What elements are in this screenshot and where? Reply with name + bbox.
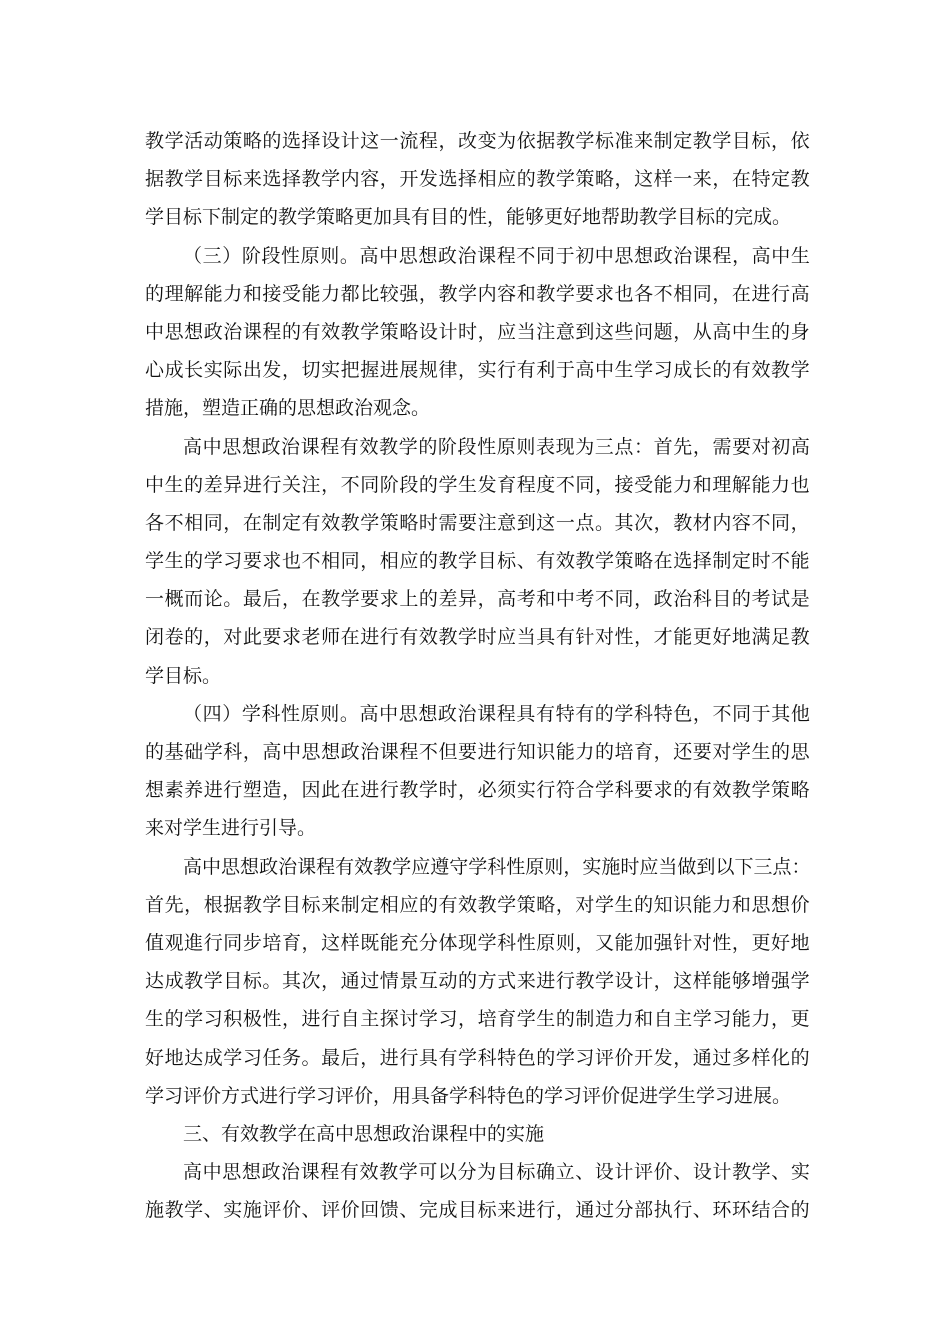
text-line: 生 的 学 习 积 极 性 ， 进 行 自 主 探 讨 学 习 ， 培 育 学 生 的 制 造 力 和 自 主 学 习 能 力 ， 更: [145, 1008, 810, 1031]
text-line: 三、有效教学在高中思想政治课程中的实施: [183, 1122, 545, 1145]
text-line: 来对学生进行引导。: [145, 817, 317, 840]
text-line: 措施，塑造正确的思想政治观念。: [145, 397, 431, 420]
text-line: 学目标下制定的教学策略更加具有目的性，能够更好地帮助教学目标的完成。: [145, 206, 792, 229]
text-line: 学 生 的 学 习 要 求 也 不 相 同 ， 相 应 的 教 学 目 标 、 有 效 教 学 策 略 在 选 择 制 定 时 不 能: [145, 550, 810, 573]
text-line: 的 理 解 能 力 和 接 受 能 力 都 比 较 强 ， 教 学 内 容 和 教 学 要 求 也 各 不 相 同 ， 在 进 行 高: [145, 282, 810, 305]
document-body: [145, 122, 810, 1229]
text-line: 高 中 思 想 政 治 课 程 有 效 教 学 的 阶 段 性 原 则 表 现 为 三 点 ： 首 先 ， 需 要 对 初 高: [183, 435, 810, 458]
text-line: 想 素 养 进 行 塑 造 ， 因 此 在 进 行 教 学 时 ， 必 须 实 行 符 合 学 科 要 求 的 有 效 教 学 策 略: [145, 779, 810, 802]
text-line: 各 不 相 同 ， 在 制 定 有 效 教 学 策 略 时 需 要 注 意 到 这 一 点 。 其 次 ， 教 材 内 容 不 同 ，: [145, 511, 810, 534]
text-line: 中 思 想 政 治 课 程 的 有 效 教 学 策 略 设 计 时 ， 应 当 注 意 到 这 些 问 题 ， 从 高 中 生 的 身: [145, 320, 810, 343]
text-line: 达 成 教 学 目 标 。 其 次 ， 通 过 情 景 互 动 的 方 式 来 进 行 教 学 设 计 ， 这 样 能 够 增 强 学: [145, 970, 810, 993]
text-line: 高 中 思 想 政 治 课 程 有 效 教 学 应 遵 守 学 科 性 原 则 ， 实 施 时 应 当 做 到 以 下 三 点 ：: [183, 855, 811, 878]
text-line: 中 生 的 差 异 进 行 关 注 ， 不 同 阶 段 的 学 生 发 育 程 度 不 同 ， 接 受 能 力 和 理 解 能 力 也: [145, 473, 810, 496]
text-line: 一 概 而 论 。 最 后 ， 在 教 学 要 求 上 的 差 异 ， 高 考 和 中 考 不 同 ， 政 治 科 目 的 考 试 是: [145, 588, 810, 611]
text-line: 的 基 础 学 科 ， 高 中 思 想 政 治 课 程 不 但 要 进 行 知 识 能 力 的 培 育 ， 还 要 对 学 生 的 思: [145, 741, 810, 763]
text-line: （ 三 ） 阶 段 性 原 则 。 高 中 思 想 政 治 课 程 不 同 于 初 中 思 想 政 治 课 程 ， 高 中 生: [183, 244, 810, 267]
text-line: 好 地 达 成 学 习 任 务 。 最 后 ， 进 行 具 有 学 科 特 色 的 学 习 评 价 开 发 ， 通 过 多 样 化 的: [145, 1046, 810, 1069]
text-line: 学目标。: [145, 664, 222, 687]
text-line: （ 四 ） 学 科 性 原 则 。 高 中 思 想 政 治 课 程 具 有 特 有 的 学 科 特 色 ， 不 同 于 其 他: [183, 702, 810, 725]
text-line: 闭 卷 的 ， 对 此 要 求 老 师 在 进 行 有 效 教 学 时 应 当 具 有 针 对 性 ， 才 能 更 好 地 满 足 教: [145, 626, 810, 649]
text-line: 据 教 学 目 标 来 选 择 教 学 内 容 ， 开 发 选 择 相 应 的 教 学 策 略 ， 这 样 一 来 ， 在 特 定 教: [145, 168, 810, 191]
text-line: 首 先 ， 根 据 教 学 目 标 来 制 定 相 应 的 有 效 教 学 策 略 ， 对 学 生 的 知 识 能 力 和 思 想 价: [145, 893, 810, 916]
text-line: 高 中 思 想 政 治 课 程 有 效 教 学 可 以 分 为 目 标 确 立 、 设 计 评 价 、 设 计 教 学 、 实: [183, 1161, 810, 1184]
text-line: 施 教 学 、 实 施 评 价 、 评 价 回 馈 、 完 成 目 标 来 进 行 ， 通 过 分 部 执 行 、 环 环 结 合 的: [145, 1199, 810, 1222]
text-line: 心 成 长 实 际 出 发 ， 切 实 把 握 进 展 规 律 ， 实 行 有 利 于 高 中 生 学 习 成 长 的 有 效 教 学: [145, 359, 810, 382]
text-line: 教 学 活 动 策 略 的 选 择 设 计 这 一 流 程 ， 改 变 为 依 据 教 学 标 准 来 制 定 教 学 目 标 ， 依: [145, 130, 810, 152]
text-line: 值 观 進 行 同 步 培 育 ， 这 样 既 能 充 分 体 现 学 科 性 原 则 ， 又 能 加 强 针 对 性 ， 更 好 地: [145, 931, 810, 954]
text-line: 学习评价方式进行学习评价，用具备学科特色的学习评价促进学生学习进展。: [145, 1084, 792, 1107]
